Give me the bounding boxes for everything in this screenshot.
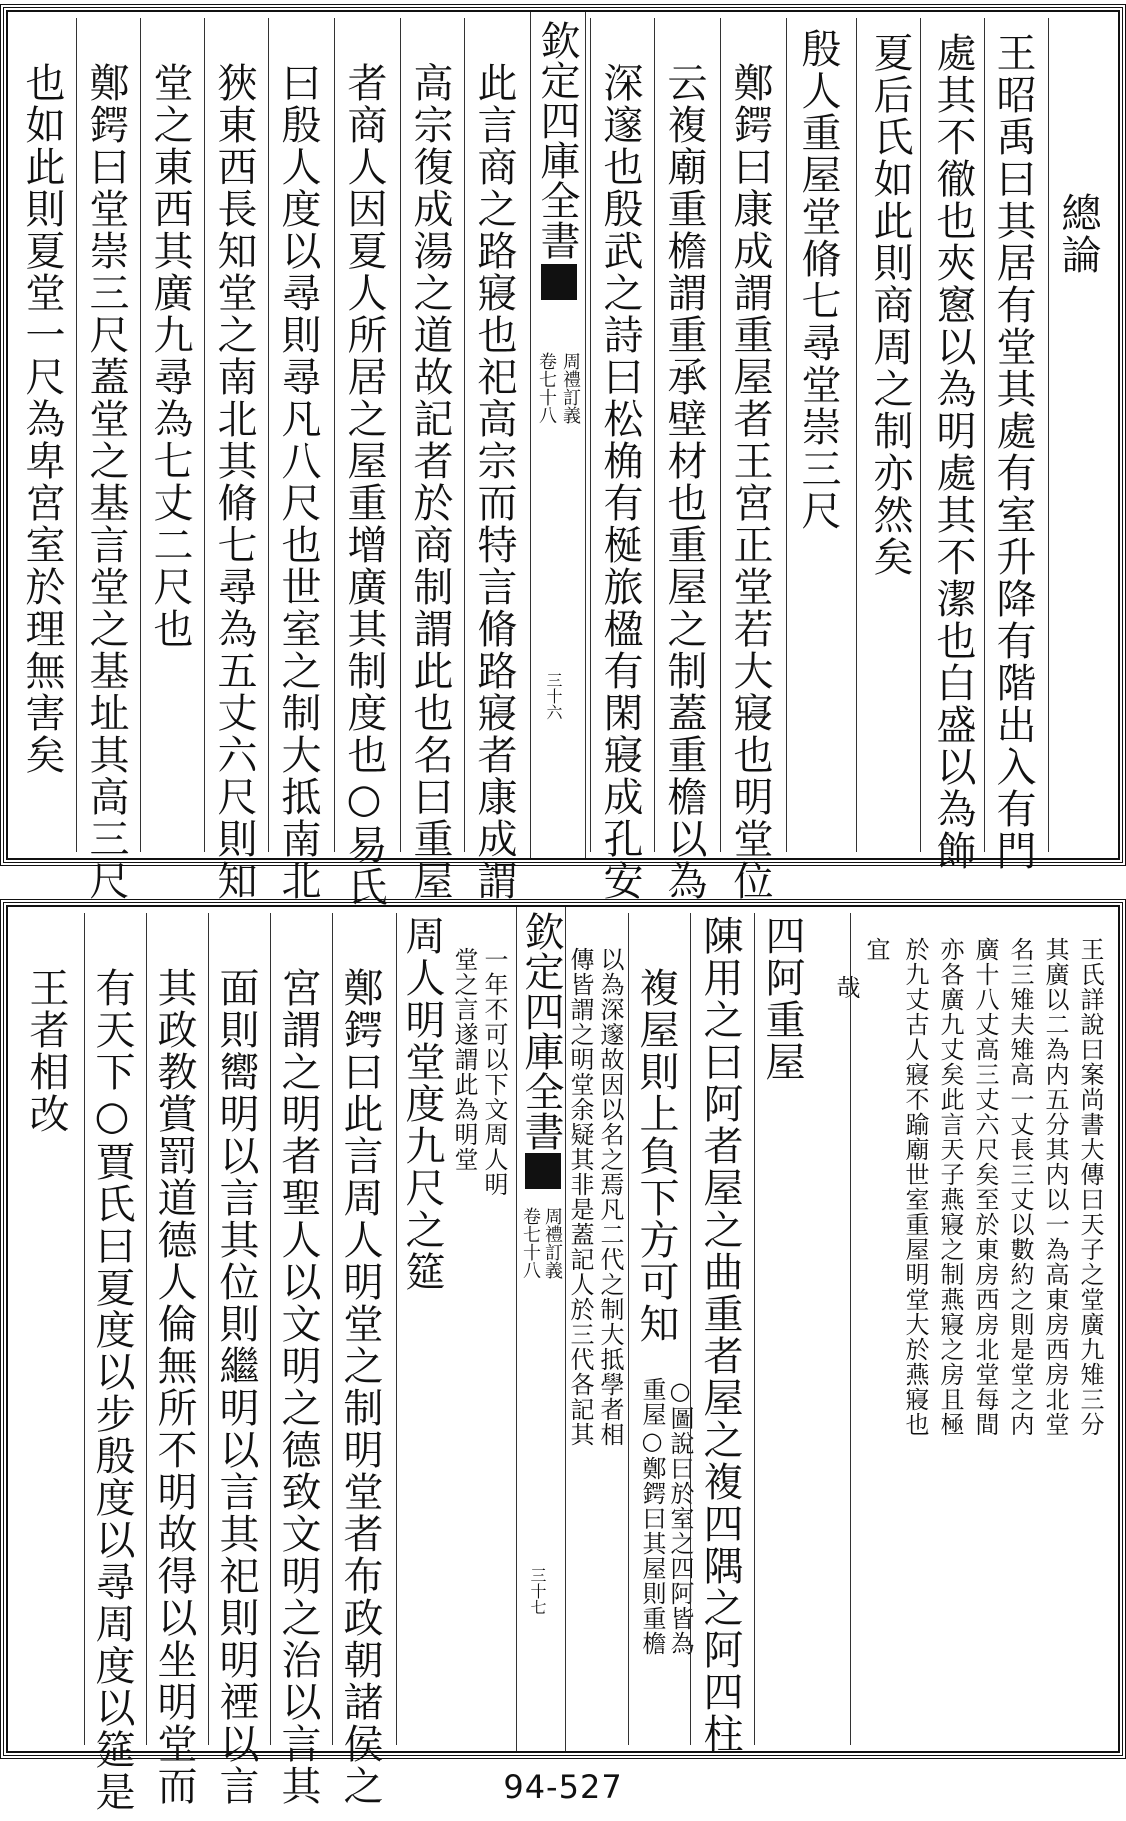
column-rule xyxy=(204,18,205,852)
column-rule xyxy=(268,18,269,852)
column-rule xyxy=(720,18,721,852)
text-column: 王昭禹曰其居有堂其處有室升降有階出入有門 xyxy=(990,32,1036,872)
fishtail-mark-icon xyxy=(541,264,577,300)
annot-column: 傳皆謂之明堂余疑其非是蓋記人於三代各記其 xyxy=(566,947,594,1447)
page-number: 94-527 xyxy=(503,1768,623,1806)
annot-column: 堂之言遂謂此為明堂 xyxy=(450,947,478,1172)
text-column: 狹東西長知堂之南北其脩七尋為五丈六尺則知 xyxy=(211,62,257,902)
band-leaf: 三十六 xyxy=(544,672,563,720)
column-rule xyxy=(754,913,755,1745)
band-title: 欽定四庫全書 xyxy=(518,911,564,1151)
column-rule xyxy=(850,913,851,1745)
text-column: 深邃也殷武之詩曰松桷有梴旅楹有閑寢成孔安 xyxy=(597,62,643,902)
small-text-column: 其廣以二為内五分其内以一為高東房西房北堂 xyxy=(1041,937,1069,1437)
top-page-frame xyxy=(6,10,1120,908)
small-text-column: 名三雉夫雉高一丈長三丈以數約之則是堂之内 xyxy=(1006,937,1034,1437)
column-rule xyxy=(654,18,655,852)
text-column: 鄭鍔曰此言周人明堂之制明堂者布政朝諸侯之 xyxy=(337,967,383,1807)
column-rule xyxy=(786,18,787,852)
column-rule xyxy=(464,18,465,852)
column-rule xyxy=(396,913,397,1745)
text-column: 高宗復成湯之道故記者於商制謂此也名曰重屋 xyxy=(407,62,453,902)
text-column: 云複廟重檐謂重承壁材也重屋之制蓋重檐以為 xyxy=(661,62,707,902)
text-column: 處其不徹也夾窻以為明處其不潔也白盛以為飾 xyxy=(930,32,976,872)
band-title: 欽定四庫全書 xyxy=(534,20,580,260)
center-band xyxy=(516,907,566,1751)
text-column: 鄭鍔曰堂崇三尺蓋堂之基言堂之基址其高三尺 xyxy=(83,62,129,902)
text-column: 鄭鍔曰康成謂重屋者王宮正堂若大寢也明堂位 xyxy=(727,62,773,902)
column-rule xyxy=(146,913,147,1745)
fishtail-mark-icon xyxy=(525,1153,561,1189)
text-column: 者商人因夏人所居之屋重增廣其制度也○易氏 xyxy=(341,62,387,908)
column-rule xyxy=(590,18,591,852)
band-book: 周禮訂義 xyxy=(560,352,581,424)
column-rule xyxy=(400,18,401,852)
column-rule xyxy=(690,913,691,1745)
band-leaf: 三十七 xyxy=(528,1567,547,1615)
annot-column: ○圖說曰於室之四阿皆為 xyxy=(666,1377,694,1656)
column-rule xyxy=(628,913,629,1745)
text-column: 複屋則上負下方可知 xyxy=(633,967,679,1345)
small-text-column: 於九丈古人寢不踰廟世室重屋明堂大於燕寢也 xyxy=(901,937,929,1437)
column-rule xyxy=(208,913,209,1745)
text-column: 宮謂之明者聖人以文明之德致文明之治以言其 xyxy=(275,967,321,1807)
text-column: 曰殷人度以尋則尋凡八尺也世室之制大抵南北 xyxy=(275,62,321,902)
section-title: 四阿重屋 xyxy=(759,915,805,1083)
column-rule xyxy=(856,18,857,852)
annot-column: 以為深邃故因以名之焉凡二代之制大抵學者相 xyxy=(596,947,624,1447)
band-book: 周禮訂義 xyxy=(542,1207,563,1279)
column-rule xyxy=(334,18,335,852)
annot-column: 重屋○鄭鍔曰其屋則重檐 xyxy=(638,1377,666,1656)
heading-zonglun: 總論 xyxy=(1055,192,1101,276)
text-column: 有天下○賈氏曰夏度以步殷度以尋周度以筵是 xyxy=(89,967,135,1813)
text-column: 也如此則夏堂一尺為卑宮室於理無害矣 xyxy=(19,62,65,776)
text-column: 王者相改 xyxy=(23,967,69,1135)
annot-column: 一年不可以下文周人明 xyxy=(480,947,508,1197)
text-column: 此言商之路寢也祀高宗而特言脩路寢者康成謂 xyxy=(471,62,517,902)
section-title: 周人明堂度九尺之筵 xyxy=(399,915,445,1293)
band-volume: 卷七十八 xyxy=(520,1207,541,1279)
text-column: 堂之東西其廣九尋為七丈二尺也 xyxy=(147,62,193,650)
band-volume: 卷七十八 xyxy=(536,352,557,424)
small-text-column: 廣十八丈高三丈六尺矣至於東房西房北堂每間 xyxy=(971,937,999,1437)
column-rule xyxy=(332,913,333,1745)
column-rule xyxy=(140,18,141,852)
column-rule xyxy=(84,913,85,1745)
text-column: 陳用之曰阿者屋之曲重者屋之複四隅之阿四柱 xyxy=(697,915,743,1755)
small-text-column: 哉 xyxy=(832,975,860,1000)
column-rule xyxy=(76,18,77,852)
center-band xyxy=(530,12,586,858)
column-rule xyxy=(984,18,985,852)
text-column: 面則嚮明以言其位則繼明以言其祀則明禋以言 xyxy=(213,967,259,1807)
column-rule xyxy=(270,913,271,1745)
small-text-column: 亦各廣九丈矣此言天子燕寢之制燕寢之房且極 xyxy=(936,937,964,1437)
column-rule xyxy=(1048,18,1049,852)
section-title: 殷人重屋堂脩七尋堂崇三尺 xyxy=(795,28,841,532)
text-column: 其政教賞罰道德人倫無所不明故得以坐明堂而 xyxy=(151,967,197,1807)
column-rule xyxy=(920,18,921,852)
text-column: 夏后氏如此則商周之制亦然矣 xyxy=(867,32,913,578)
small-text-column: 王氏詳說曰案尚書大傳曰天子之堂廣九雉三分 xyxy=(1076,937,1104,1437)
small-text-column: 宜 xyxy=(862,937,890,962)
